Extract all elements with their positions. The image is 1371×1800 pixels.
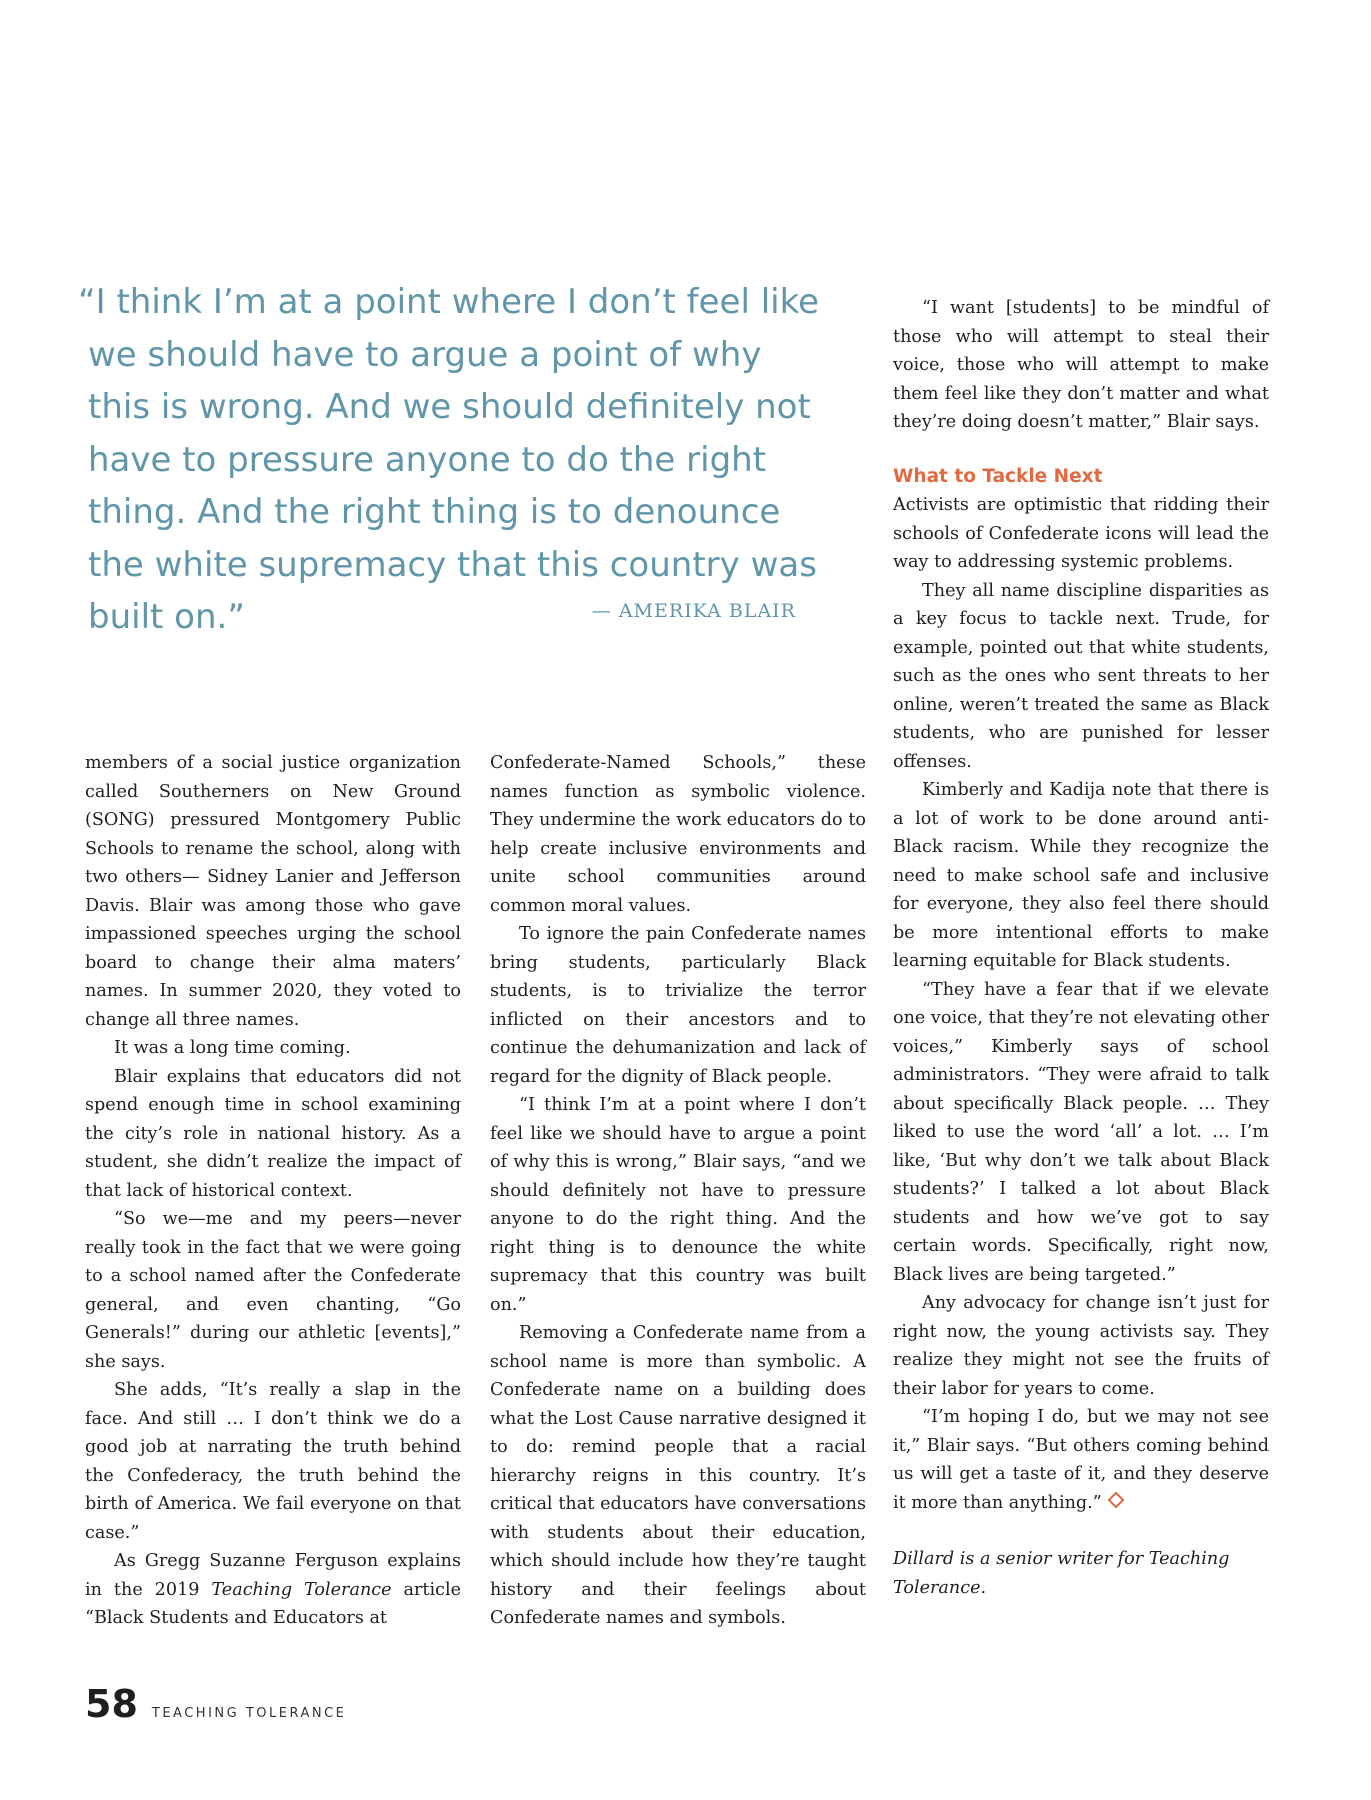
article-column-2 (490, 749, 866, 1633)
paragraph: “They have a fear that if we elevate one voice, that they’re not elevating other voices,” Kimberly says of school administrators. “They were afraid to talk about specifically Black people. … They liked to use the word ‘all’ a lot. … I’m like, ‘But why don’t we talk about Black students?’ I talked a lot about Black students and how we’ve got to say certain words. Specifically, right now, Black lives are being targeted.” (893, 979, 1270, 1285)
paragraph: Confederate-Named Schools,” these names function as symbolic violence. They undermine the work educators do to help create inclusive environments and unite school communities around common moral values. (490, 753, 866, 916)
paragraph: Removing a Confederate name from a school name is more than symbolic. A Confederate name on a building does what the Lost Cause narrative designed it to do: remind people that a racial hierarchy reigns in this country. It’s critical that educators have conversations with students about their education, which should include how they’re taught history and their feelings about Confederate names and symbols. (490, 1323, 866, 1628)
paragraph-text: As Gregg Suzanne Ferguson explains in the 2019 (85, 1551, 461, 1600)
paragraph: Blair explains that educators did not spend enough time in school examining the city’s role in national history. As a student, she didn’t realize the impact of that lack of historical context. (85, 1066, 461, 1201)
paragraph (85, 1547, 461, 1633)
section-subhead: What to Tackle Next (893, 465, 1103, 487)
paragraph: It was a long time coming. (114, 1038, 351, 1058)
paragraph-text: article “Black Students and Educators at (85, 1579, 462, 1628)
end-mark-icon (1107, 1491, 1124, 1508)
pull-quote-attribution: — AMERIKA BLAIR (591, 600, 796, 622)
paragraph: “I think I’m at a point where I don’t feel like we should have to argue a point of why this is wrong,” Blair says, “and we should definitely not have to pressure anyone to do the right thing. And the right thing is to denounce the white supremacy that this country was built on.” (490, 1095, 866, 1315)
paragraph: “So we—me and my peers—never really took in the fact that we were going to a school named after the Confederate general, and even chanting, “Go Generals!” during our athletic [events],” she says. (85, 1209, 461, 1372)
article-column-1 (85, 749, 461, 1633)
paragraph: She adds, “It’s really a slap in the face. And still … I don’t think we do a good job at narrating the truth behind the Confederacy, the truth behind the birth of America. We fail everyone on that case.” (85, 1380, 461, 1543)
paragraph: Activists are optimistic that ridding their schools of Confederate icons will lead the way to addressing systemic problems. (893, 495, 1269, 572)
pull-quote: “I think I’m at a point where I don’t feel like we should have to argue a point of why this is wrong. And we should definitely not have to pressure anyone to do the right thing. And the right thing is to denounce the white supremacy that this country was built on.” (78, 282, 820, 637)
article-column-3 (893, 294, 1269, 1602)
paragraph: They all name discipline disparities as a key focus to tackle next. Trude, for example, pointed out that white students, such as the ones who sent threats to her online, weren’t treated the same as Black students, who are punished for lesser offenses. (893, 580, 1269, 772)
publication-title: Teaching Tolerance (211, 1579, 392, 1600)
paragraph: “I want [students] to be mindful of those who will attempt to steal their voice, those who will attempt to make them feel like they don’t matter and what they’re doing doesn’t matter,” Blair says. (893, 298, 1269, 432)
page-number: 58 (85, 1682, 138, 1726)
paragraph: Any advocacy for change isn’t just for right now, the young activists say. They realize they might not see the fruits of their labor for years to come. (893, 1293, 1269, 1399)
page-footer (85, 1682, 346, 1726)
author-byline: Dillard is a senior writer for Teaching Tolerance. (893, 1549, 1230, 1598)
paragraph: To ignore the pain Confederate names bring students, particularly Black students, is to trivialize the terror inflicted on their ancestors and to continue the dehumanization and lack of regard for the dignity of Black people. (490, 924, 866, 1087)
paragraph (893, 1403, 1269, 1517)
paragraph-text: “I’m hoping I do, but we may not see it,” Blair says. “But others coming behind us will get a taste of it, and they deserve it more than anything.” (893, 1407, 1269, 1513)
paragraph: members of a social justice organization called Southerners on New Ground (SONG) pressured Montgomery Public Schools to rename the school, along with two others— Sidney Lanier and Jefferson Davis. Blair was among those who gave impassioned speeches urging the school board to change their alma maters’ names. In summer 2020, they voted to change all three names. (85, 753, 461, 1030)
paragraph: Kimberly and Kadija note that there is a lot of work to be done around anti-Black racism. While they recognize the need to make school safe and inclusive for everyone, they also feel there should be more intentional efforts to make learning equitable for Black students. (893, 780, 1269, 971)
publication-name: TEACHING TOLERANCE (151, 1706, 347, 1721)
